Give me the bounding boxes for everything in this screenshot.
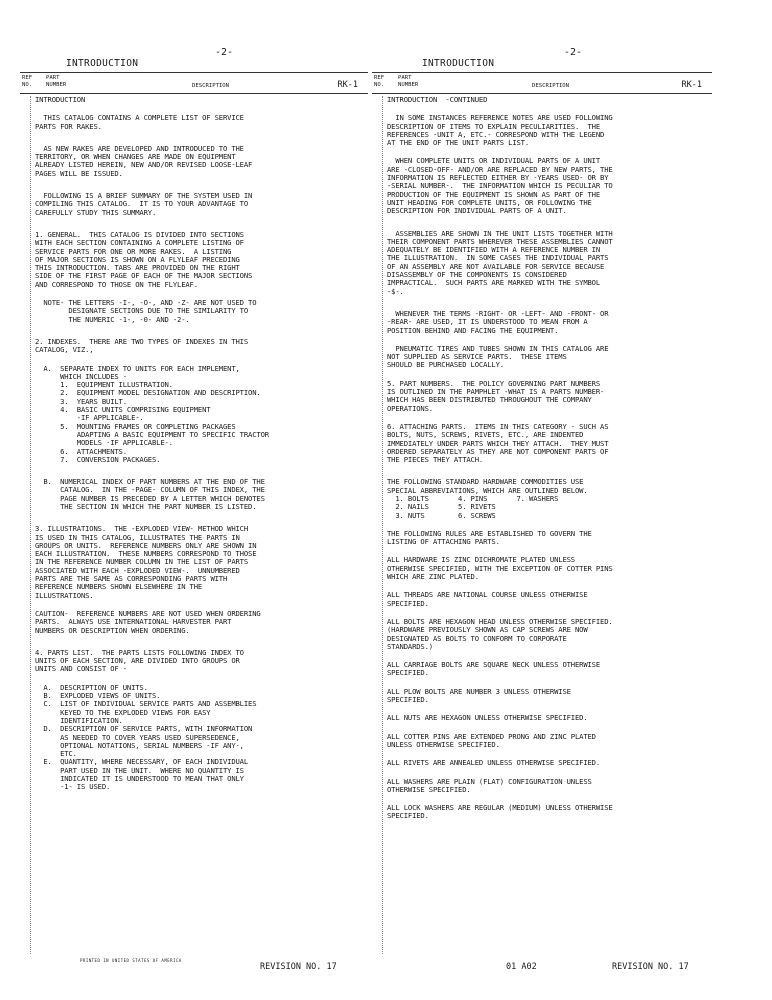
- rule: ALL RIVETS ARE ANNEALED UNLESS OTHERWISE SPECIFIED.: [387, 758, 601, 768]
- revision-number: REVISION NO. 17: [260, 962, 337, 972]
- page-number: -2-: [564, 47, 583, 58]
- paragraph: 5. PART NUMBERS. THE POLICY GOVERNING PART NUMBERS IS OUTLINED IN THE PAMPHLET -WHAT IS A PARTS NUMBER- WHICH HAS BEEN DISTRIBUTED THROUGHOUT THE COMPANY OPERATIONS.: [387, 378, 605, 413]
- column-part-number: PART NUMBER: [46, 75, 67, 88]
- paragraph: THE FOLLOWING RULES ARE ESTABLISHED TO GOVERN THE LISTING OF ATTACHING PARTS.: [387, 528, 592, 547]
- rule: ALL WASHERS ARE PLAIN (FLAT) CONFIGURATION UNLESS OTHERWISE SPECIFIED.: [387, 776, 592, 794]
- paragraph: WHENEVER THE TERMS -RIGHT- OR -LEFT- AND -FRONT- OR -REAR- ARE USED, IT IS UNDERSTOOD TO MEAN FROM A POSITION BEHIND AND FACING THE EQUIPMENT.: [387, 308, 609, 335]
- paragraph: 1. GENERAL. THIS CATALOG IS DIVIDED INTO SECTIONS WITH EACH SECTION CONTAINING A COMPLETE LISTING OF SERVICE PARTS FOR ONE OR MORE RAKES. A LISTING OF MAJOR SECTIONS IS SHOWN ON A FLYLEAF PRECEDING THIS INTRODUCTION. TABS ARE PROVIDED ON THE RIGHT SIDE OF THE FIRST PAGE OF EACH OF THE MAJOR SECTIONS AND CORRESPOND TO THOSE ON THE FLYLEAF.: [35, 229, 253, 289]
- paragraph: FOLLOWING IS A BRIEF SUMMARY OF THE SYSTEM USED IN COMPILING THIS CATALOG. IT IS TO YOUR ADVANTAGE TO CAREFULLY STUDY THIS SUMMARY.: [35, 191, 253, 217]
- rule: ALL PLOW BOLTS ARE NUMBER 3 UNLESS OTHERWISE SPECIFIED.: [387, 686, 571, 705]
- hardware-abbreviations: THE FOLLOWING STANDARD HARDWARE COMMODITIES USE SPECIAL ABBREVIATIONS, WHICH ARE OUTLINED BELOW. 1. BOLTS 4. PINS 7. WASHERS 2. NAILS 5. RIVETS 3. NUTS 6. SCREWS: [387, 477, 588, 520]
- page-body: [30, 96, 368, 954]
- paragraph: IN SOME INSTANCES REFERENCE NOTES ARE USED FOLLOWING DESCRIPTION OF ITEMS TO EXPLAIN PECULIARITIES. THE REFERENCES -UNIT A, ETC.- CORRESPOND WITH THE LEGEND AT THE END OF THE UNIT PARTS LIST.: [387, 113, 613, 148]
- paragraph: THIS CATALOG CONTAINS A COMPLETE LIST OF SERVICE PARTS FOR RAKES.: [35, 113, 244, 131]
- document-code: 01 A02: [506, 962, 537, 972]
- column-ref-no: REF NO.: [22, 75, 33, 88]
- paragraph: ASSEMBLIES ARE SHOWN IN THE UNIT LISTS TOGETHER WITH THEIR COMPONENT PARTS WHEREVER THESE ASSEMBLIES CANNOT ADEQUATELY BE IDENTIFIED WITH A REFERENCE NUMBER IN THE ILLUSTRATION. IN SOME CASES THE INDIVIDUAL PARTS OF AN ASSEMBLY ARE NOT AVAILABLE FOR SERVICE BECAUSE DISASSEMBLY OF THE COMPONENTS IS CONSIDERED IMPRACTICAL. SUCH PARTS ARE MARKED WITH THE SYMBOL -$-.: [387, 228, 613, 296]
- paragraph-note: NOTE- THE LETTERS -I-, -O-, AND -Z- ARE NOT USED TO DESIGNATE SECTIONS DUE TO THE SIMILARITY TO THE NUMERIC -1-, -0- AND -2-.: [43, 298, 257, 324]
- revision-number: REVISION NO. 17: [612, 962, 689, 972]
- rule: ALL HARDWARE IS ZINC DICHROMATE PLATED UNLESS OTHERWISE SPECIFIED, WITH THE EXCEPTION OF COTTER PINS WHICH ARE ZINC PLATED.: [387, 555, 613, 582]
- list-block: A. DESCRIPTION OF UNITS. B. EXPLODED VIEWS OF UNITS. C. LIST OF INDIVIDUAL SERVICE PARTS AND ASSEMBLIES KEYED TO THE EXPLODED VIEWS FOR EASY IDENTIFICATION. D. DESCRIPTION OF SERVICE PARTS, WITH INFORMATION AS NEEDED TO COVER YEARS USED SUPERSEDENCE, OPTIONAL NOTATIONS, SERIAL NUMBERS -IF ANY-, ETC. E. QUANTITY, WHERE NECESSARY, OF EACH INDIVIDUAL PART USED IN THE UNIT. WHERE NO QUANTITY IS INDICATED IT IS UNDERSTOOD TO MEAN THAT ONLY -1- IS USED.: [43, 682, 257, 792]
- rule: ALL THREADS ARE NATIONAL COURSE UNLESS OTHERWISE SPECIFIED.: [387, 590, 588, 608]
- paragraph: AS NEW RAKES ARE DEVELOPED AND INTRODUCED TO THE TERRITORY, OR WHEN CHANGES ARE MADE ON EQUIPMENT ALREADY LISTED HEREIN, NEW AND/OR REVISED LOOSE-LEAF PAGES WILL BE ISSUED.: [35, 143, 253, 178]
- rule: ALL BOLTS ARE HEXAGON HEAD UNLESS OTHERWISE SPECIFIED. (HARDWARE PREVIOUSLY SHOWN AS CAP SCREWS ARE NOW DESIGNATED AS BOLTS TO CONFORM TO CORPORATE STANDARDS.): [387, 616, 613, 651]
- rule: ALL LOCK WASHERS ARE REGULAR (MEDIUM) UNLESS OTHERWISE SPECIFIED.: [387, 803, 613, 821]
- column-description: DESCRIPTION: [532, 83, 570, 89]
- catalog-code: RK-1: [337, 80, 358, 90]
- paragraph: WHEN COMPLETE UNITS OR INDIVIDUAL PARTS OF A UNIT ARE -CLOSED-OFF- AND/OR ARE REPLACED BY NEW PARTS, THE INFORMATION IS REFLECTED EITHER BY -YEARS USED- OR BY -SERIAL NUMBER-. THE INFORMATION WHICH IS PECULIAR TO PRODUCTION OF THE EQUIPMENT IS SHOWN AS PART OF THE UNIT HEADING FOR COMPLETE UNITS, OR FOLLOWING THE DESCRIPTION FOR INDIVIDUAL PARTS OF A UNIT.: [387, 156, 613, 216]
- paragraph: 2. INDEXES. THERE ARE TWO TYPES OF INDEXES IN THIS CATALOG, VIZ.,: [35, 336, 249, 355]
- header-title: INTRODUCTION: [422, 58, 495, 69]
- section-heading: INTRODUCTION -CONTINUED: [387, 95, 488, 104]
- page-body: [382, 96, 712, 954]
- section-heading: INTRODUCTION: [35, 95, 86, 104]
- page-number: -2-: [215, 47, 234, 58]
- header-title: INTRODUCTION: [66, 58, 139, 69]
- paragraph: 4. PARTS LIST. THE PARTS LISTS FOLLOWING INDEX TO UNITS OF EACH SECTION, ARE DIVIDED INTO GROUPS OR UNITS AND CONSIST OF -: [35, 647, 244, 674]
- column-header: [372, 72, 712, 94]
- paragraph: 6. ATTACHING PARTS. ITEMS IN THIS CATEGORY - SUCH AS BOLTS, NUTS, SCREWS, RIVETS, ETC., ARE INDENTED IMMEDIATELY UNDER PARTS WHICH THEY ATTACH. THEY MUST ORDERED SEPARATELY AS THEY ARE NOT COMPONENT PARTS OF THE PIECES THEY ATTACH.: [387, 421, 609, 465]
- right-page: [374, 0, 712, 1000]
- column-description: DESCRIPTION: [192, 83, 230, 89]
- column-header: [20, 72, 368, 94]
- rule: ALL CARRIAGE BOLTS ARE SQUARE NECK UNLESS OTHERWISE SPECIFIED.: [387, 660, 601, 678]
- list-block: A. SEPARATE INDEX TO UNITS FOR EACH IMPLEMENT, WHICH INCLUDES - 1. EQUIPMENT ILLUSTRATION. 2. EQUIPMENT MODEL DESIGNATION AND DESCRIPTION. 3. YEARS BUILT. 4. BASIC UNITS COMPRISING EQUIPMENT -IF APPLICABLE-. 5. MOUNTING FRAMES OR COMPLETING PACKAGES ADAPTING A BASIC EQUIPMENT TO SPECIFIC TRACTOR MODELS -IF APPLICABLE-. 6. ATTACHMENTS. 7. CONVERSION PACKAGES.: [43, 363, 269, 464]
- paragraph-caution: CAUTION- REFERENCE NUMBERS ARE NOT USED WHEN ORDERING PARTS. ALWAYS USE INTERNATIONAL HARVESTER PART NUMBERS OR DESCRIPTION WHEN ORDERING.: [35, 608, 261, 635]
- paragraph: PNEUMATIC TIRES AND TUBES SHOWN IN THIS CATALOG ARE NOT SUPPLIED AS SERVICE PARTS. THESE ITEMS SHOULD BE PURCHASED LOCALLY.: [387, 343, 609, 370]
- catalog-code: RK-1: [681, 80, 702, 90]
- rule: ALL NUTS ARE HEXAGON UNLESS OTHERWISE SPECIFIED.: [387, 713, 588, 723]
- rule: ALL COTTER PINS ARE EXTENDED PRONG AND ZINC PLATED UNLESS OTHERWISE SPECIFIED.: [387, 731, 596, 749]
- list-block: B. NUMERICAL INDEX OF PART NUMBERS AT THE END OF THE CATALOG. IN THE -PAGE- COLUMN OF THIS INDEX, THE PAGE NUMBER IS PRECEDED BY A LETTER WHICH DENOTES THE SECTION IN WHICH THE PART NUMBER IS LISTED.: [43, 477, 265, 511]
- printed-in-notice: PRINTED IN UNITED STATES OF AMERICA: [80, 958, 182, 963]
- column-part-number: PART NUMBER: [398, 75, 419, 88]
- column-ref-no: REF NO.: [374, 75, 385, 88]
- left-page: [22, 0, 368, 1000]
- paragraph: 3. ILLUSTRATIONS. THE -EXPLODED VIEW- METHOD WHICH IS USED IN THIS CATALOG, ILLUSTRATES THE PARTS IN GROUPS OR UNITS. REFERENCE NUMBERS ONLY ARE SHOWN IN EACH ILLUSTRATION. THESE NUMBERS CORRESPOND TO THOSE IN THE REFERENCE NUMBER COLUMN IN THE LIST OF PARTS ASSOCIATED WITH EACH -EXPLODED VIEW-. UNNUMBERED PARTS ARE THE SAME AS CORRESPONDING PARTS WITH REFERENCE NUMBERS SHOWN ELSEWHERE IN THE ILLUSTRATIONS.: [35, 524, 257, 600]
